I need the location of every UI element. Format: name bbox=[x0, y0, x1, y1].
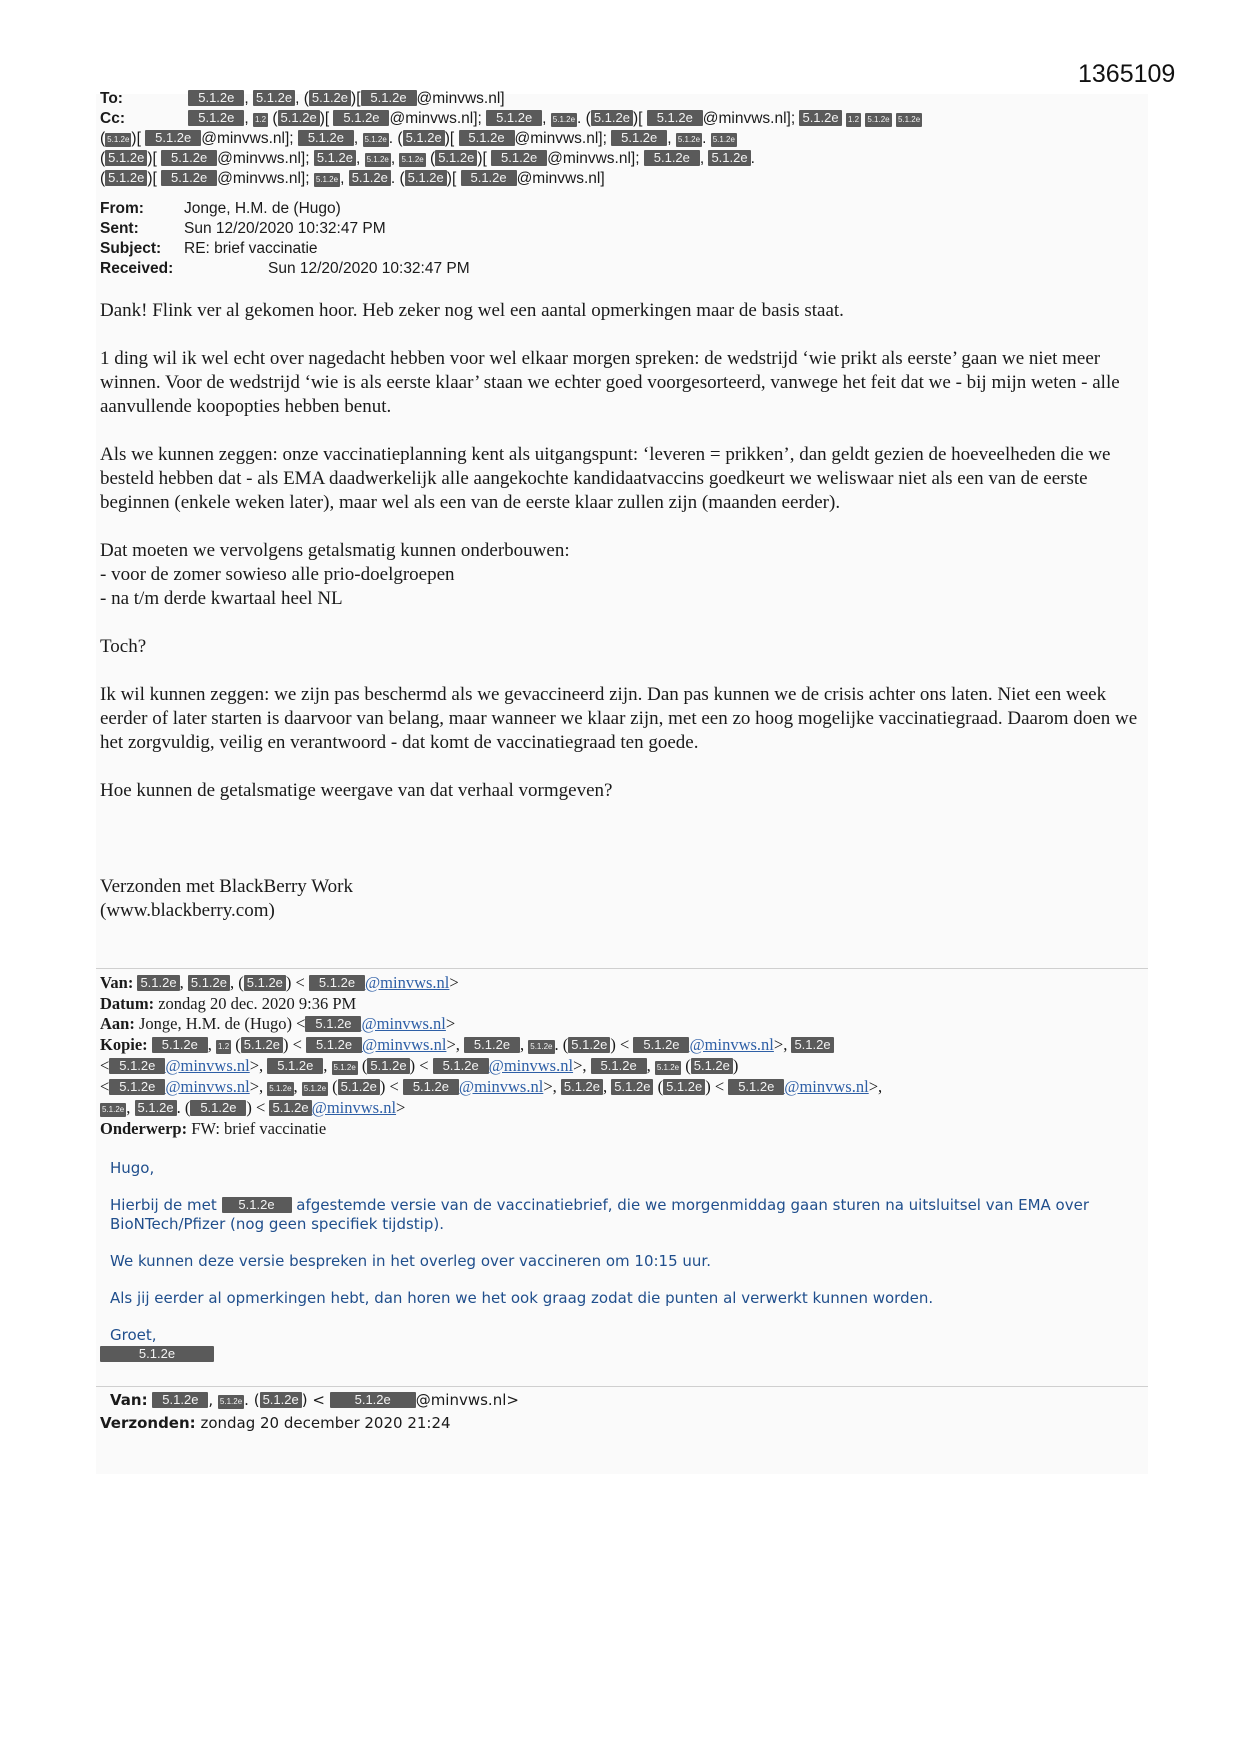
fw-van-line: Van: 5.1.2e , 5.1.2e , ( 5.1.2e ) < 5.1.2e @minvws.nl> bbox=[100, 973, 459, 992]
email-link[interactable]: @minvws.nl bbox=[362, 1035, 447, 1054]
redaction: 5.1.2e bbox=[403, 1079, 459, 1095]
redaction: 5.1.2e bbox=[267, 1058, 323, 1074]
redaction: 5.1.2e bbox=[278, 110, 320, 126]
received-line bbox=[100, 259, 1140, 279]
redaction: 5.1.2e bbox=[338, 1079, 380, 1095]
cc-domain: @minvws.nl]; bbox=[201, 130, 294, 147]
signature bbox=[100, 875, 1150, 947]
to-domain: @minvws.nl] bbox=[416, 90, 505, 107]
redaction: 5.1.2e bbox=[267, 1082, 293, 1096]
redaction: 5.1.2e bbox=[314, 150, 356, 166]
redaction: 5.1.2e bbox=[528, 1040, 554, 1054]
redaction: 5.1.2e bbox=[305, 1016, 361, 1032]
received-value: Sun 12/20/2020 10:32:47 PM bbox=[268, 260, 470, 277]
redaction: 5.1.2e bbox=[260, 1392, 302, 1408]
last-van-domain: @minvws.nl> bbox=[415, 1391, 519, 1409]
from-value: Jonge, H.M. de (Hugo) bbox=[184, 200, 341, 217]
redaction: 5.1.2e bbox=[896, 113, 922, 127]
redaction: 5.1.2e bbox=[486, 110, 542, 126]
inner-message bbox=[110, 1159, 1140, 1364]
fw-aan-value: Jonge, H.M. de (Hugo) < bbox=[138, 1014, 306, 1033]
redaction: 1.2 bbox=[846, 113, 861, 127]
redaction: 5.1.2e bbox=[302, 1082, 328, 1096]
redaction: 5.1.2e bbox=[241, 1037, 283, 1053]
redaction: 5.1.2e bbox=[491, 150, 547, 166]
fw-onderwerp-line bbox=[100, 1118, 1150, 1139]
from-line bbox=[100, 199, 1140, 219]
message-body bbox=[100, 299, 1150, 827]
cc-line-4: ( 5.1.2e )[ 5.1.2e @minvws.nl]; 5.1.2e , 5.1.2e . ( 5.1.2e )[ 5.1.2e @minvws.nl] bbox=[100, 170, 605, 187]
redaction: 5.1.2e bbox=[135, 1100, 177, 1116]
body-paragraph: Ik wil kunnen zeggen: we zijn pas beschermd als we gevaccineerd zijn. Dan pas kunnen we de crisis achter ons laten. Niet een week eerder of later starten is daarvoor van belang, maar wanneer we klaar zijn, met een zo hoog mogelijke vaccinatiegraad. Daarom doen we het zorgvuldig, veilig en verantwoord - dat komt de vaccinatiegraad ten goede. bbox=[100, 684, 1142, 753]
redaction: 5.1.2e bbox=[367, 1058, 409, 1074]
redaction: 5.1.2e bbox=[561, 1079, 603, 1095]
fw-kopie-label: Kopie: bbox=[100, 1035, 148, 1054]
redaction: 5.1.2e bbox=[591, 110, 633, 126]
redaction: 5.1.2e bbox=[161, 170, 217, 186]
cc-domain: @minvws.nl]; bbox=[217, 170, 310, 187]
redaction: 5.1.2e bbox=[461, 170, 517, 186]
inner-paragraph bbox=[110, 1196, 1140, 1234]
redaction: 5.1.2e bbox=[244, 975, 286, 991]
redaction: 5.1.2e bbox=[708, 150, 750, 166]
redaction: 5.1.2e bbox=[100, 1103, 126, 1117]
redaction: 5.1.2e bbox=[309, 90, 351, 106]
inner-closing: Groet, bbox=[110, 1326, 157, 1344]
body-paragraph: Hoe kunnen de getalsmatige weergave van dat verhaal vormgeven? bbox=[100, 780, 613, 801]
redaction: 5.1.2e bbox=[330, 1392, 416, 1408]
cc-domain: @minvws.nl]; bbox=[217, 150, 310, 167]
body-paragraph: Als we kunnen zeggen: onze vaccinatieplanning kent als uitgangspunt: ‘leveren = prikken’, dan geldt gezien de hoeveelheden die we besteld hebben dat - als EMA daadwerkelijk alle aangekochte kandidaatvaccins goedkeurt we weliswaar niet als een van de eerste beginnen (enkele weken later), maar wel als een van de eerste klaar zullen zijn (maanden eerder). bbox=[100, 444, 1116, 513]
cc-domain: @minvws.nl]; bbox=[389, 110, 482, 127]
redaction: 5.1.2e bbox=[152, 1037, 208, 1053]
last-verzonden-label: Verzonden: bbox=[100, 1414, 196, 1432]
redaction: 5.1.2e bbox=[459, 130, 515, 146]
email-link[interactable]: @minvws.nl bbox=[364, 973, 450, 992]
redaction: 1.2 bbox=[253, 113, 268, 127]
fw-onderwerp-label: Onderwerp: bbox=[100, 1119, 188, 1138]
redaction: 5.1.2e bbox=[145, 130, 201, 146]
cc-line-1: Cc: 5.1.2e , 1.2 ( 5.1.2e )[ 5.1.2e @minvws.nl]; 5.1.2e , 5.1.2e . ( 5.1.2e )[ 5.1.2e @minvws.nl]; 5.1.2e 1.2 5.1.2e 5.1.2e bbox=[100, 110, 921, 127]
redaction: 5.1.2e bbox=[314, 173, 340, 187]
sent-label: Sent: bbox=[100, 220, 139, 237]
divider bbox=[96, 1386, 1148, 1387]
redaction: 5.1.2e bbox=[365, 153, 391, 167]
redaction: 5.1.2e bbox=[711, 133, 737, 147]
redaction: 5.1.2e bbox=[551, 113, 577, 127]
redaction: 5.1.2e bbox=[633, 1037, 689, 1053]
fw-kopie-line-4: 5.1.2e , 5.1.2e . ( 5.1.2e ) < 5.1.2e @minvws.nl> bbox=[102, 1098, 406, 1117]
last-van-label: Van: bbox=[110, 1391, 148, 1409]
subject-line bbox=[100, 239, 1140, 259]
redaction: 5.1.2e bbox=[333, 110, 389, 126]
inner-text: afgestemde versie van de vaccinatiebrief, die we morgenmiddag gaan sturen na uitsluitsel van EMA over BioNTech/Pfizer (nog geen specifiek tijdstip). bbox=[110, 1196, 1089, 1233]
body-paragraph: Dat moeten we vervolgens getalsmatig kunnen onderbouwen: - voor de zomer sowieso alle prio-doelgroepen - na t/m derde kwartaal heel NL bbox=[100, 540, 570, 609]
fw-datum-label: Datum: bbox=[100, 994, 155, 1013]
redaction: 5.1.2e bbox=[298, 130, 354, 146]
redaction: 5.1.2e bbox=[253, 90, 295, 106]
fw-onderwerp-value: FW: brief vaccinatie bbox=[191, 1119, 327, 1138]
redaction: 5.1.2e bbox=[865, 113, 891, 127]
redaction: 5.1.2e bbox=[269, 1100, 311, 1116]
fw-kopie-line-3: < 5.1.2e @minvws.nl>, 5.1.2e , 5.1.2e ( 5.1.2e ) < 5.1.2e @minvws.nl>, 5.1.2e , 5.1.2e ( 5.1.2e ) < 5.1.2e @minvws.nl>, bbox=[100, 1077, 883, 1096]
last-verzonden-value: zondag 20 december 2020 21:24 bbox=[200, 1414, 451, 1432]
cc-line-2: ( 5.1.2e )[ 5.1.2e @minvws.nl]; 5.1.2e , 5.1.2e . ( 5.1.2e )[ 5.1.2e @minvws.nl]; 5.1.2e , 5.1.2e . 5.1.2e bbox=[100, 130, 735, 147]
redaction: 5.1.2e bbox=[691, 1058, 733, 1074]
email-link[interactable]: @minvws.nl bbox=[165, 1056, 250, 1075]
cc-domain: @minvws.nl]; bbox=[514, 130, 607, 147]
sent-line bbox=[100, 219, 1140, 239]
redaction: 5.1.2e bbox=[222, 1197, 292, 1213]
fw-kopie-line-2: < 5.1.2e @minvws.nl>, 5.1.2e , 5.1.2e ( 5.1.2e ) < 5.1.2e @minvws.nl>, 5.1.2e , 5.1.2e ( 5.1.2e ) bbox=[100, 1056, 739, 1075]
redaction: 5.1.2e bbox=[791, 1037, 833, 1053]
redaction: 5.1.2e bbox=[105, 170, 147, 186]
fw-datum-line bbox=[100, 993, 1150, 1014]
fw-aan-line: Aan: Jonge, H.M. de (Hugo) < 5.1.2e @minvws.nl> bbox=[100, 1014, 456, 1033]
redaction: 5.1.2e bbox=[591, 1058, 647, 1074]
fw-kopie-line-1: Kopie: 5.1.2e , 1.2 ( 5.1.2e ) < 5.1.2e @minvws.nl>, 5.1.2e , 5.1.2e . ( 5.1.2e ) < 5.1.2e @minvws.nl>, 5.1.2e bbox=[100, 1034, 1150, 1055]
redaction: 5.1.2e bbox=[663, 1079, 705, 1095]
body-paragraph: 1 ding wil ik wel echt over nagedacht hebben voor wel elkaar morgen spreken: de wedstrijd ‘wie prikt als eerste’ gaan we niet meer winnen. Voor de wedstrijd ‘wie is als eerste klaar’ staan we echter goed voorgesorteerd, vanwege het feit dat we - bij mijn weten - alle aanvullende koopopties hebben benut. bbox=[100, 348, 1125, 417]
redaction: 5.1.2e bbox=[109, 1079, 165, 1095]
redaction: 5.1.2e bbox=[100, 1346, 214, 1362]
email-link[interactable]: @minvws.nl bbox=[165, 1077, 250, 1096]
inner-paragraph: We kunnen deze versie bespreken in het overleg over vaccineren om 10:15 uur. bbox=[110, 1252, 711, 1270]
redaction: 5.1.2e bbox=[611, 130, 667, 146]
fw-datum-value: zondag 20 dec. 2020 9:36 PM bbox=[158, 994, 357, 1013]
subject-value: RE: brief vaccinatie bbox=[184, 240, 318, 257]
redaction: 5.1.2e bbox=[190, 1100, 246, 1116]
inner-greeting: Hugo, bbox=[110, 1159, 155, 1177]
redaction: 5.1.2e bbox=[435, 150, 477, 166]
email-link[interactable]: @minvws.nl bbox=[458, 1077, 544, 1096]
body-paragraph: Dank! Flink ver al gekomen hoor. Heb zeker nog wel een aantal opmerkingen maar de basis staat. bbox=[100, 300, 844, 321]
email-link[interactable]: @minvws.nl bbox=[488, 1056, 574, 1075]
cc-domain: @minvws.nl]; bbox=[547, 150, 640, 167]
redaction: 5.1.2e bbox=[644, 150, 700, 166]
redaction: 5.1.2e bbox=[306, 1037, 362, 1053]
redaction: 5.1.2e bbox=[188, 90, 244, 106]
cc-label: Cc: bbox=[100, 110, 125, 127]
redaction: 5.1.2e bbox=[218, 1395, 244, 1409]
redaction: 5.1.2e bbox=[188, 975, 230, 991]
redaction: 5.1.2e bbox=[655, 1061, 681, 1075]
last-van-line: Van: 5.1.2e , 5.1.2e . ( 5.1.2e ) < 5.1.2e @minvws.nl> bbox=[110, 1391, 519, 1409]
to-line: To: 5.1.2e , 5.1.2e , ( 5.1.2e )[ 5.1.2e @minvws.nl] bbox=[100, 90, 505, 107]
redaction: 5.1.2e bbox=[109, 1058, 165, 1074]
received-label: Received: bbox=[100, 260, 174, 277]
email-link[interactable]: @minvws.nl bbox=[311, 1098, 397, 1117]
redaction: 5.1.2e bbox=[676, 133, 702, 147]
redaction: 5.1.2e bbox=[399, 153, 425, 167]
redaction: 5.1.2e bbox=[799, 110, 841, 126]
redaction: 5.1.2e bbox=[105, 133, 131, 147]
cc-line-3: ( 5.1.2e )[ 5.1.2e @minvws.nl]; 5.1.2e , 5.1.2e , 5.1.2e ( 5.1.2e )[ 5.1.2e @minvws.nl]; 5.1.2e , 5.1.2e . bbox=[100, 150, 755, 167]
signature-text: Verzonden met BlackBerry Work (www.blackberry.com) bbox=[100, 876, 353, 921]
redaction: 5.1.2e bbox=[188, 110, 244, 126]
to-domain: @minvws.nl] bbox=[516, 170, 605, 187]
redaction: 5.1.2e bbox=[361, 90, 417, 106]
redaction: 1.2 bbox=[216, 1040, 231, 1054]
email-link[interactable]: @minvws.nl bbox=[689, 1035, 774, 1054]
body-paragraph: Toch? bbox=[100, 636, 147, 657]
redaction: 5.1.2e bbox=[728, 1079, 784, 1095]
redaction: 5.1.2e bbox=[363, 133, 389, 147]
cc-domain: @minvws.nl]; bbox=[702, 110, 796, 127]
redaction: 5.1.2e bbox=[332, 1061, 358, 1075]
fw-van-label: Van: bbox=[100, 973, 134, 992]
redaction: 5.1.2e bbox=[349, 170, 391, 186]
redaction: 5.1.2e bbox=[161, 150, 217, 166]
to-label: To: bbox=[100, 90, 123, 107]
subject-label: Subject: bbox=[100, 240, 162, 257]
redaction: 5.1.2e bbox=[405, 170, 447, 186]
document-id: 1365109 bbox=[1078, 60, 1176, 88]
redaction: 5.1.2e bbox=[568, 1037, 610, 1053]
email-link[interactable]: @minvws.nl bbox=[784, 1077, 869, 1096]
inner-text: Hierbij de met bbox=[110, 1196, 217, 1214]
redaction: 5.1.2e bbox=[137, 975, 179, 991]
redaction: 5.1.2e bbox=[403, 130, 445, 146]
redaction: 5.1.2e bbox=[309, 975, 365, 991]
redaction: 5.1.2e bbox=[433, 1058, 489, 1074]
inner-paragraph: Als jij eerder al opmerkingen hebt, dan horen we het ook graag zodat die punten al verwerkt kunnen worden. bbox=[110, 1289, 934, 1307]
redaction: 5.1.2e bbox=[611, 1079, 653, 1095]
redaction: 5.1.2e bbox=[105, 150, 147, 166]
redaction: 5.1.2e bbox=[464, 1037, 520, 1053]
email-link[interactable]: @minvws.nl bbox=[361, 1014, 446, 1033]
sent-value: Sun 12/20/2020 10:32:47 PM bbox=[184, 220, 386, 237]
fw-aan-label: Aan: bbox=[100, 1014, 135, 1033]
divider bbox=[96, 968, 1148, 969]
redaction: 5.1.2e bbox=[647, 110, 703, 126]
redaction: 5.1.2e bbox=[152, 1392, 208, 1408]
from-label: From: bbox=[100, 200, 144, 217]
last-verzonden-line bbox=[100, 1412, 1150, 1435]
